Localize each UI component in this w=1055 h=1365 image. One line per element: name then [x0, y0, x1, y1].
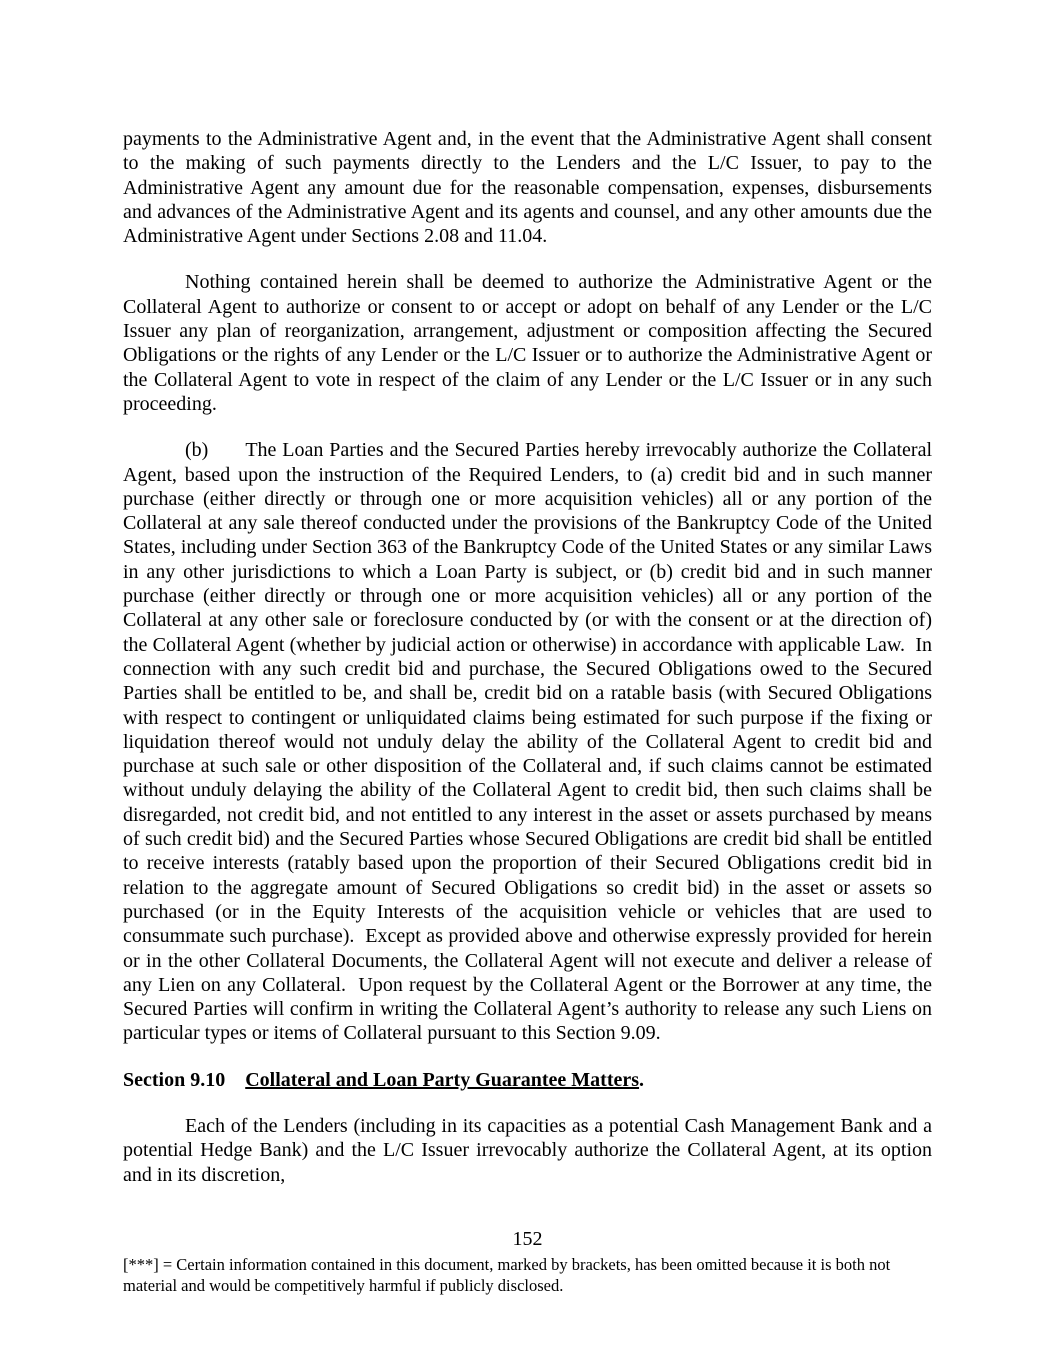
paragraph-b [123, 438, 937, 1045]
paragraph-b-label: (b) [185, 439, 209, 462]
section-title-period: . [639, 1068, 645, 1091]
paragraph-continued-from-previous-page: payments to the Administrative Agent and, in the event that the Administrative Agent shall consent to the making of such payments directly to the Lenders and the L/C Issuer, to pay to the Administrative Agent any amount due for the reasonable compensation, expenses, disbursements and advances of the Administrative Agent and its agents and counsel, and any other amounts due the Administrative Agent under Sections 2.08 and 11.04. [123, 128, 937, 248]
paragraph-each-of-the-lenders: Each of the Lenders (including in its capacities as a potential Cash Management Bank and a potential Hedge Bank) and the L/C Issuer irrevocably authorize the Collateral Agent, at its option and in its discretion, [123, 1114, 937, 1186]
page-number: 152 [512, 1228, 543, 1250]
section-number: Section 9.10 [123, 1068, 226, 1091]
confidentiality-footnote: [***] = Certain information contained in this document, marked by brackets, has been omitted because it is both not material and would be competitively harmful if publicly disclosed. [123, 1255, 891, 1295]
section-heading-9-10 [123, 1068, 932, 1092]
paragraph-b-text: The Loan Parties and the Secured Parties hereby irrevocably authorize the Collateral Agent, based upon the instruction of the Required Lenders, to (a) credit bid and in such manner purchase (either directly or through one or more acquisition vehicles) all or any portion of the Collateral at any sale thereof conducted under the provisions of the Bankruptcy Code of the United States, including under Section 363 of the Bankruptcy Code of the United States or any similar Laws in any other jurisdictions to which a Loan Party is subject, or (b) credit bid and in such manner purchase (either directly or through one or more acquisition vehicles) all or any portion of the Collateral at any other sale or foreclosure conducted by (or with the consent or at the direction of) the Collateral Agent (whether by judicial action or otherwise) in accordance with applicable Law. In connection with any such credit bid and purchase, the Secured Obligations owed to the Secured Parties shall be entitled to be, and shall be, credit bid on a ratable basis (with Secured Obligations with respect to contingent or unliquidated claims being estimated for such purpose if the fixing or liquidation thereof would not unduly delay the ability of the Collateral Agent to credit bid and purchase at such sale or other disposition of the Collateral and, if such claims cannot be estimated without unduly delaying the ability of the Collateral Agent to credit bid, then such claims shall be disregarded, not credit bid, and not entitled to any interest in the asset or assets purchased by means of such credit bid) and the Secured Parties whose Secured Obligations are credit bid shall be entitled to receive interests (ratably based upon the proportion of their Secured Obligations credit bid in relation to the aggregate amount of Secured Obligations so credit bid) in the asset or assets so purchased (or in the Equity Interests of the acquisition vehicle or vehicles that are used to consummate such purchase). Except as provided above and otherwise expressly provided for herein or in the other Collateral Documents, the Collateral Agent will not execute and deliver a release of any Lien on any Collateral. Upon request by the Collateral Agent or the Borrower at any time, the Secured Parties will confirm in writing the Collateral Agent’s authority to release any such Liens on particular types or items of Collateral pursuant to this Section 9.09. [123, 439, 937, 1045]
document-body [123, 127, 937, 1209]
section-title: Collateral and Loan Party Guarantee Matters [245, 1068, 640, 1091]
paragraph-nothing-contained: Nothing contained herein shall be deemed to authorize the Administrative Agent or the Collateral Agent to authorize or consent to or accept or adopt on behalf of any Lender or the L/C Issuer any plan of reorganization, arrangement, adjustment or composition affecting the Secured Obligations or the rights of any Lender or the L/C Issuer or to authorize the Administrative Agent or the Collateral Agent to vote in respect of the claim of any Lender or the L/C Issuer or in any such proceeding. [123, 271, 937, 415]
